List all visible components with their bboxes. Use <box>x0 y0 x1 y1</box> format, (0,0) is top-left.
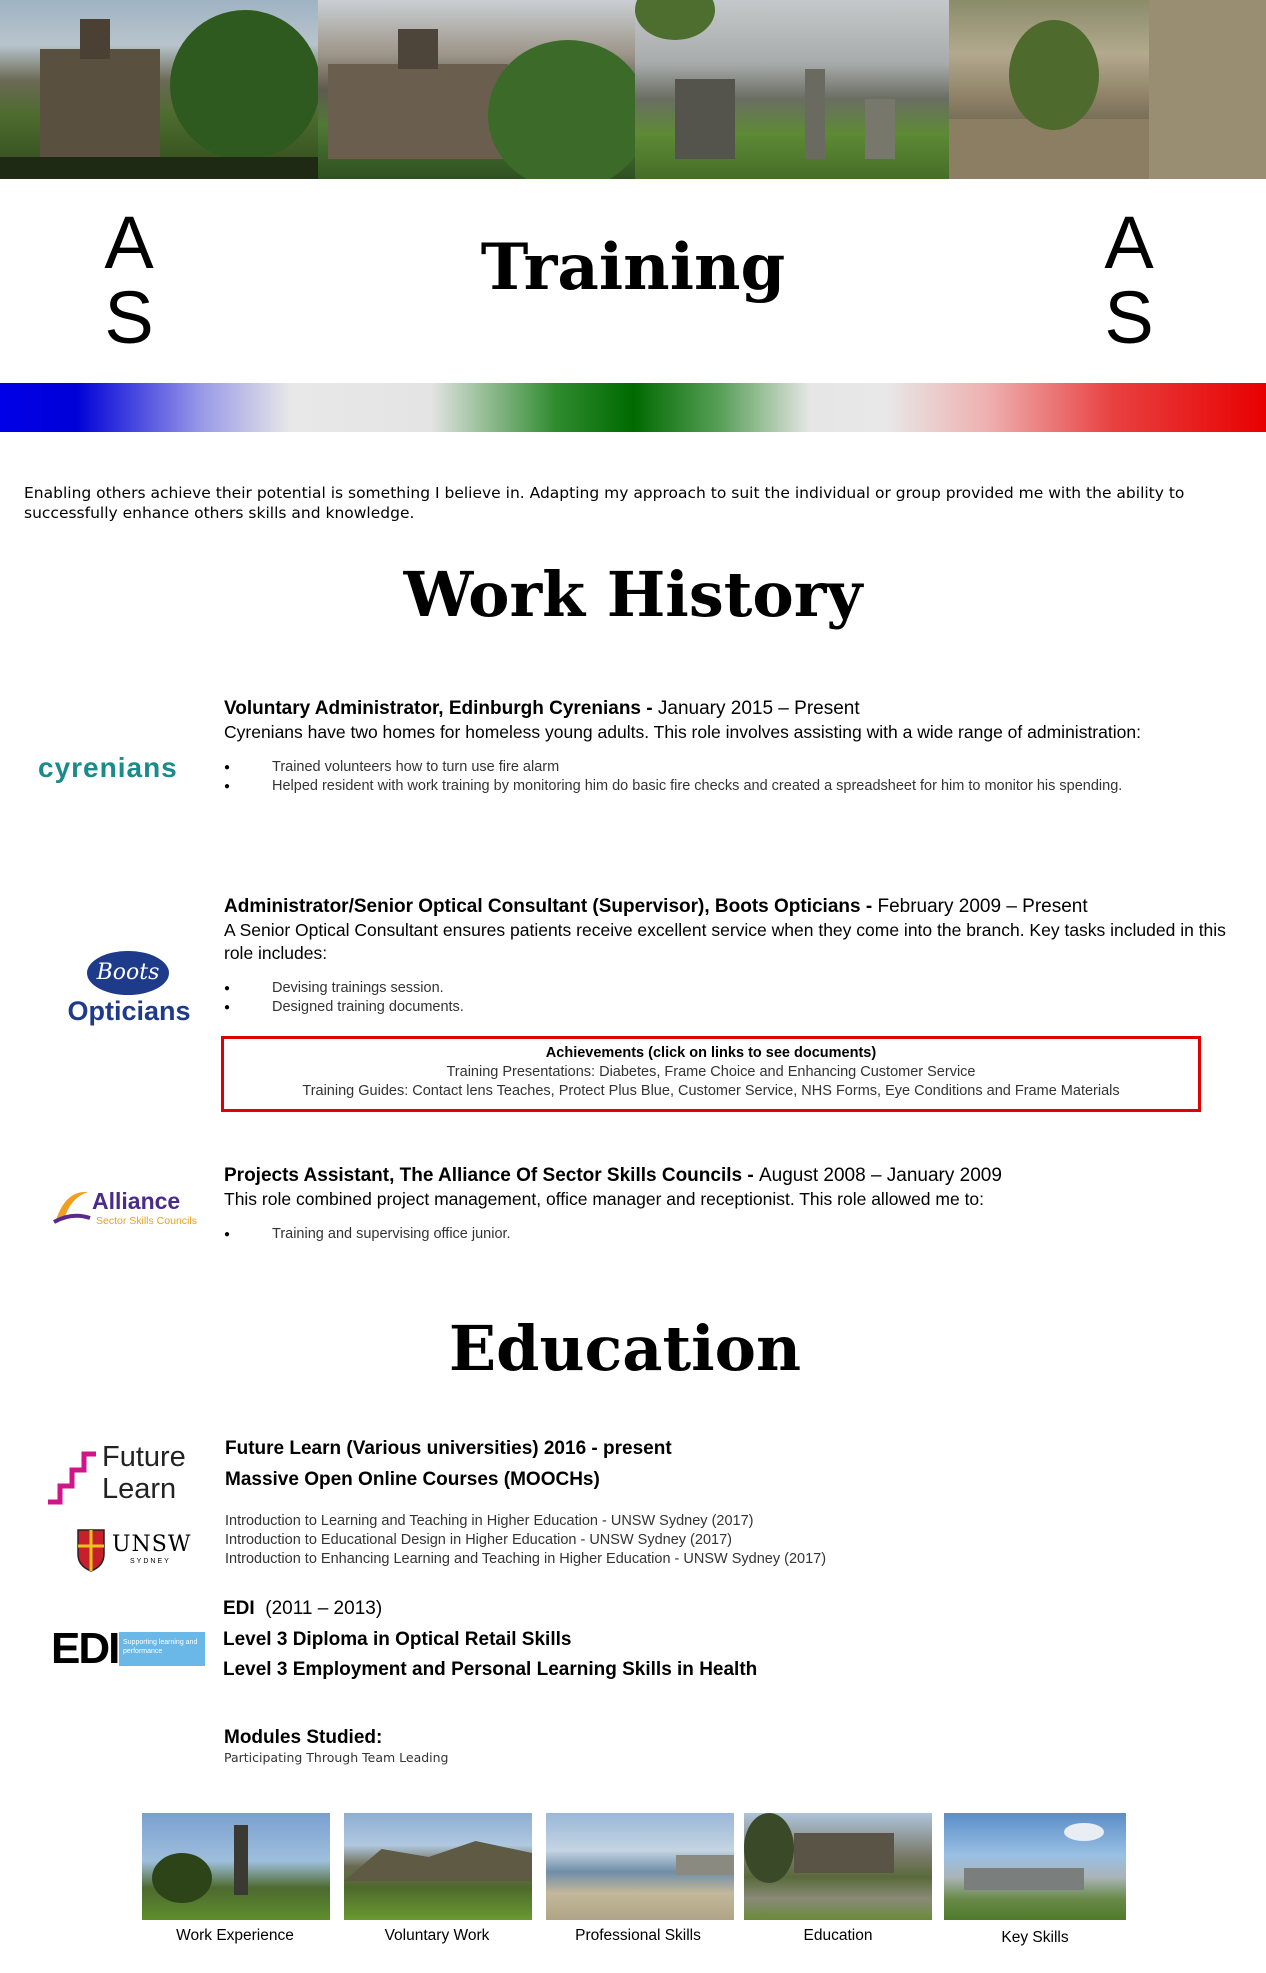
presentation-link-diabetes[interactable]: Diabetes <box>599 1064 657 1080</box>
rainbow-divider <box>0 383 1266 432</box>
job-bullets <box>224 979 1244 1017</box>
job-title: Administrator/Senior Optical Consultant (Supervisor), Boots Opticians - February 2009 – Present <box>224 896 1088 917</box>
nav-thumb-key-skills[interactable] <box>944 1813 1126 1920</box>
guide-link-eye-conditions[interactable]: Eye Conditions <box>885 1083 983 1099</box>
list-item: ● Training and supervising office junior. <box>224 1225 1244 1244</box>
job-description: This role combined project management, office manager and receptionist. This role allowed me to: <box>224 1189 985 1209</box>
achievements-heading: Achievements (click on links to see documents) <box>545 1045 877 1061</box>
guide-link-customer-service[interactable]: Customer Service <box>678 1083 794 1099</box>
futurelearn-steps-icon <box>46 1446 98 1506</box>
unsw-crest-icon <box>76 1528 106 1572</box>
list-item: Introduction to Educational Design in Higher Education - UNSW Sydney (2017) <box>225 1532 732 1548</box>
nav-thumb-voluntary-work[interactable] <box>344 1813 532 1920</box>
boots-logo: Boots <box>87 951 169 995</box>
nav-thumb-education[interactable] <box>744 1813 932 1920</box>
modules-heading: Modules Studied: <box>224 1727 383 1748</box>
qualification-2: Level 3 Employment and Personal Learning Skills in Health <box>223 1659 758 1680</box>
achievements-box <box>221 1036 1201 1112</box>
job-title: Voluntary Administrator, Edinburgh Cyrenians - January 2015 – Present <box>224 698 860 719</box>
intro-text: Enabling others achieve their potential is something I believe in. Adapting my approach to suit the individual or group provided me with the ability to successfully enhance others skills and knowledge. <box>24 484 1185 522</box>
street-photo <box>318 0 635 179</box>
job-title: Projects Assistant, The Alliance Of Sector Skills Councils - August 2008 – January 2009 <box>224 1165 1002 1186</box>
as-logo-right <box>1084 208 1174 358</box>
list-item: ● Devising trainings session. <box>224 979 1244 998</box>
list-item: Introduction to Enhancing Learning and Teaching in Higher Education - UNSW Sydney (2017) <box>225 1551 827 1567</box>
course-list <box>225 1512 1225 1569</box>
guide-link-nhs-forms[interactable]: NHS Forms <box>801 1083 878 1099</box>
graveyard-photo <box>635 0 949 179</box>
as-logo-left <box>84 208 174 358</box>
futurelearn-logo: Future Learn <box>46 1442 206 1508</box>
mooc-title: Massive Open Online Courses (MOOCHs) <box>225 1469 600 1490</box>
nav-label-voluntary-work[interactable]: Voluntary Work <box>384 1927 490 1944</box>
monument-photo <box>949 0 1266 179</box>
job-boots <box>224 895 1244 1017</box>
alliance-swoosh-icon <box>52 1188 92 1224</box>
futurelearn-title: Future Learn (Various universities) 2016 - present <box>225 1438 672 1459</box>
job-alliance <box>224 1164 1244 1244</box>
job-bullets <box>224 1225 1244 1244</box>
presentation-link-frame-choice[interactable]: Frame Choice <box>664 1064 756 1080</box>
nav-label-key-skills[interactable]: Key Skills <box>1001 1929 1069 1946</box>
list-item: ● Designed training documents. <box>224 998 1244 1017</box>
guide-link-contact-lens[interactable]: Contact lens Teaches <box>412 1083 551 1099</box>
list-item: Introduction to Learning and Teaching in Higher Education - UNSW Sydney (2017) <box>225 1513 754 1529</box>
guide-link-frame-materials[interactable]: Frame Materials <box>1014 1083 1120 1099</box>
job-description: A Senior Optical Consultant ensures patients receive excellent service when they come into the branch. Key tasks included in this role includes: <box>224 920 1226 963</box>
job-bullets <box>224 758 1234 796</box>
cyrenians-logo: cyrenians <box>38 752 178 783</box>
job-description: Cyrenians have two homes for homeless young adults. This role involves assisting with a wide range of administration: <box>224 722 1141 742</box>
nav-thumb-work-experience[interactable] <box>142 1813 330 1920</box>
job-cyrenians <box>224 697 1234 796</box>
guide-link-protect-plus-blue[interactable]: Protect Plus Blue <box>558 1083 670 1099</box>
training-presentations: Training Presentations: Diabetes, Frame Choice and Enhancing Customer Service <box>446 1064 976 1080</box>
modules-list: Participating Through Team Leading <box>224 1750 449 1765</box>
nav-label-work-experience[interactable]: Work Experience <box>176 1927 294 1944</box>
svg-text:S: S <box>104 276 154 358</box>
edi-section <box>223 1597 1223 1682</box>
page-title: Training <box>480 230 786 305</box>
nav-label-education[interactable]: Education <box>803 1927 873 1944</box>
edi-title: EDI (2011 – 2013) <box>223 1598 383 1619</box>
opticians-logo-text: Opticians <box>67 996 191 1026</box>
svg-text:A: A <box>1104 208 1154 284</box>
nav-label-professional-skills[interactable]: Professional Skills <box>575 1927 701 1944</box>
education-heading: Education <box>448 1312 802 1385</box>
nav-thumb-professional-skills[interactable] <box>546 1813 734 1920</box>
work-history-heading: Work History <box>403 558 863 631</box>
unsw-logo: UNSW SYDNEY <box>76 1528 186 1574</box>
presentation-link-customer-service[interactable]: Enhancing Customer Service <box>787 1064 976 1080</box>
futurelearn-section <box>225 1437 1225 1569</box>
edi-logo: EDI Supporting learning and performance <box>51 1625 206 1673</box>
qualification-1: Level 3 Diploma in Optical Retail Skills <box>223 1629 572 1650</box>
list-item: ● Helped resident with work training by monitoring him do basic fire checks and created a spreadsheet for him to monitor his spending. <box>224 777 1234 796</box>
header-banner <box>0 0 1266 179</box>
list-item: ● Trained volunteers how to turn use fire alarm <box>224 758 1234 777</box>
training-guides: Training Guides: Contact lens Teaches, Protect Plus Blue, Customer Service, NHS Forms, Eye Conditions and Frame Materials <box>302 1083 1120 1099</box>
castle-photo <box>0 0 318 179</box>
svg-text:A: A <box>104 208 154 284</box>
modules-section <box>224 1726 1124 1766</box>
svg-text:S: S <box>1104 276 1154 358</box>
